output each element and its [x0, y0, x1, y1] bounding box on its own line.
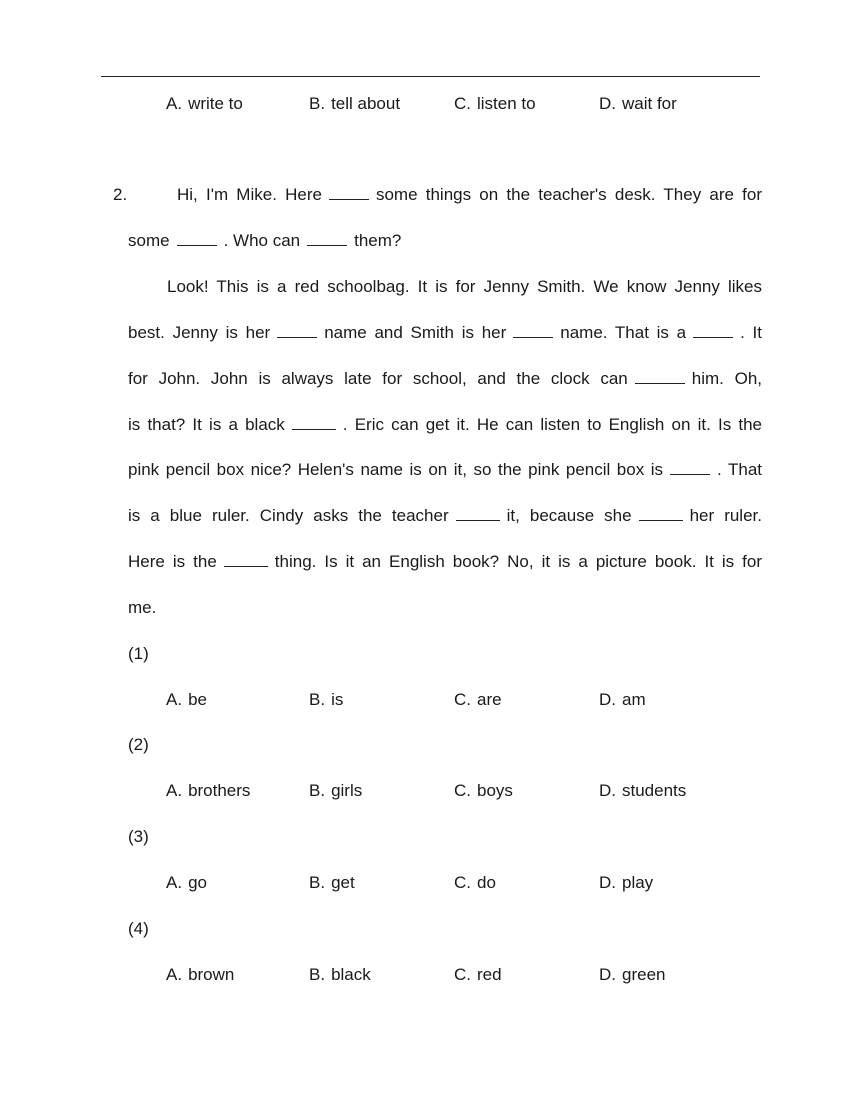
option-a[interactable]: A. go	[166, 873, 207, 892]
option-b[interactable]: B. girls	[309, 781, 363, 800]
passage-line-10: me.	[128, 598, 157, 617]
option-d[interactable]: D. wait for	[599, 94, 677, 113]
passage-line-1: Hi, I'm Mike. Here some things on the teacher's desk. They are for	[177, 185, 762, 204]
passage-line-4: best. Jenny is her name and Smith is her name. That is a . It	[128, 323, 762, 342]
answer-blank[interactable]	[177, 230, 217, 246]
answer-blank[interactable]	[639, 505, 683, 521]
option-b[interactable]: B. is	[309, 690, 344, 709]
option-d[interactable]: D. play	[599, 873, 654, 892]
prev-options	[166, 92, 766, 116]
passage-line-9: Here is the thing. Is it an English book? No, it is a picture book. It is for	[128, 552, 763, 571]
answer-blank[interactable]	[307, 230, 347, 246]
passage-line-5: for John. John is always late for school, and the clock can him. Oh,	[128, 369, 762, 388]
answer-blank[interactable]	[693, 322, 733, 338]
answer-blank[interactable]	[670, 459, 710, 475]
answer-blank[interactable]	[292, 414, 336, 430]
answer-blank[interactable]	[277, 322, 317, 338]
sub-question-label: (4)	[128, 919, 149, 938]
option-b[interactable]: B. get	[309, 873, 355, 892]
option-a[interactable]: A. brown	[166, 965, 235, 984]
question-number: 2.	[113, 185, 128, 204]
sub-question-options	[166, 871, 766, 895]
passage-line-8: is a blue ruler. Cindy asks the teacher it, because she her ruler.	[128, 506, 762, 525]
sub-question-options	[166, 688, 766, 712]
passage-line-2: some . Who can them?	[128, 231, 402, 250]
option-a[interactable]: A. brothers	[166, 781, 251, 800]
option-c[interactable]: C. red	[454, 965, 502, 984]
sub-question-label: (3)	[128, 827, 149, 846]
passage-line-7: pink pencil box nice? Helen's name is on it, so the pink pencil box is . That	[128, 460, 762, 479]
option-d[interactable]: D. am	[599, 690, 646, 709]
option-b[interactable]: B. black	[309, 965, 371, 984]
sub-question-options	[166, 963, 766, 987]
answer-blank[interactable]	[513, 322, 553, 338]
answer-blank[interactable]	[635, 368, 685, 384]
answer-blank[interactable]	[224, 551, 268, 567]
answer-blank[interactable]	[456, 505, 500, 521]
sub-question-label: (2)	[128, 735, 149, 754]
separator-rule	[101, 76, 760, 77]
answer-blank[interactable]	[329, 184, 369, 200]
option-c[interactable]: C. are	[454, 690, 502, 709]
option-a[interactable]: A. write to	[166, 94, 243, 113]
option-a[interactable]: A. be	[166, 690, 207, 709]
passage-line-3: Look! This is a red schoolbag. It is for Jenny Smith. We know Jenny likes	[167, 277, 762, 296]
option-c[interactable]: C. listen to	[454, 94, 536, 113]
option-d[interactable]: D. students	[599, 781, 687, 800]
passage-line-6: is that? It is a black . Eric can get it. He can listen to English on it. Is the	[128, 415, 762, 434]
option-c[interactable]: C. do	[454, 873, 496, 892]
option-b[interactable]: B. tell about	[309, 94, 401, 113]
sub-question-label: (1)	[128, 644, 149, 663]
sub-question-options	[166, 779, 766, 803]
option-c[interactable]: C. boys	[454, 781, 513, 800]
option-d[interactable]: D. green	[599, 965, 666, 984]
